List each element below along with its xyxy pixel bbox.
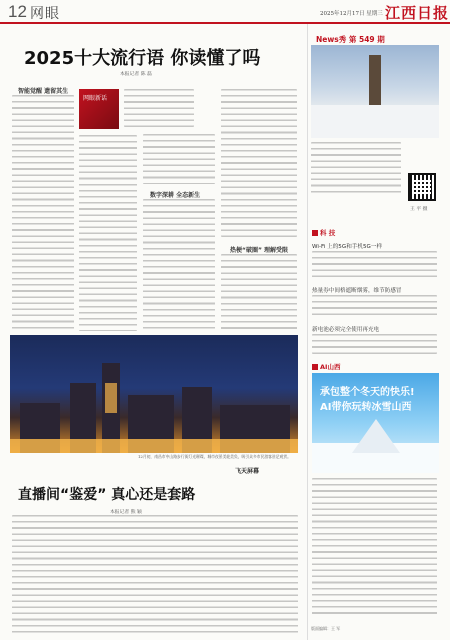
article-column-4 bbox=[221, 89, 299, 239]
page-footer: 版面编辑：王 军 bbox=[311, 626, 341, 631]
street-lights bbox=[10, 439, 298, 453]
body-text bbox=[312, 295, 437, 319]
tech-item-1-body bbox=[312, 251, 439, 281]
body-text bbox=[312, 334, 437, 354]
body-text bbox=[143, 199, 215, 331]
tech-item-2-title: 热量券中间格遮断烟雾，维节防感冒 bbox=[312, 288, 402, 294]
ice-snow-promo bbox=[312, 373, 439, 473]
article-column-3-top bbox=[143, 134, 217, 186]
main-byline: 本报记者 陈 磊 bbox=[120, 72, 152, 77]
ai-section-label: AI山西 bbox=[320, 363, 341, 371]
night-city-photo bbox=[10, 335, 298, 453]
photo-caption: 12月初，南昌市中山路步行街灯光璀璨，城市夜景美轮美奂，吸引众多市民游客驻足观赏。 bbox=[138, 454, 291, 459]
intro-text bbox=[124, 89, 196, 129]
column-badge-label: 网眼新话 bbox=[83, 95, 108, 102]
body-text bbox=[143, 134, 215, 184]
article-column-3 bbox=[143, 199, 217, 333]
body-text bbox=[312, 478, 437, 618]
qr-code-pattern bbox=[413, 178, 431, 196]
tech-section-title bbox=[312, 228, 335, 237]
page-number: 12 bbox=[8, 2, 27, 21]
snow-ground bbox=[311, 105, 439, 138]
pagoda bbox=[369, 55, 381, 105]
snow-mountain bbox=[352, 419, 400, 453]
second-article-body bbox=[12, 515, 300, 637]
tech-item-1-title: Wi-Fi 上的5G和手机5G一样 bbox=[312, 244, 383, 250]
body-text bbox=[311, 142, 401, 196]
ai-section-title bbox=[312, 362, 340, 371]
section-name: 网眼 bbox=[30, 6, 60, 22]
photo-label: 飞天屏幕 bbox=[235, 468, 260, 475]
tech-item-3-body bbox=[312, 334, 439, 356]
body-text bbox=[312, 251, 437, 279]
body-text bbox=[221, 254, 297, 331]
body-text bbox=[124, 89, 194, 127]
article-column-2 bbox=[79, 135, 139, 333]
promo-line-1: 承包整个冬天的快乐! bbox=[320, 387, 415, 398]
photo-credit: 王 平 摄 bbox=[410, 207, 428, 212]
ai-article-body bbox=[312, 478, 439, 620]
body-text bbox=[12, 515, 298, 635]
news-show-title: News秀 第 549 期 bbox=[316, 35, 385, 44]
second-headline: 直播间“鉴爱” 真心还是套路 bbox=[18, 487, 196, 503]
article-column-4-bottom bbox=[221, 254, 299, 333]
issue-date: 2025年12月17日 星期三 bbox=[320, 11, 383, 17]
subheading-3: 热梗“破圈” 理解受限 bbox=[230, 247, 288, 254]
tech-section-label: 科 技 bbox=[320, 229, 336, 237]
tech-item-2-body bbox=[312, 295, 439, 321]
qr-code-icon bbox=[408, 173, 436, 201]
tower-lights bbox=[105, 383, 117, 413]
winter-pagoda-photo bbox=[311, 45, 439, 138]
subheading-1: 智能觉醒 遗留其生 bbox=[18, 88, 69, 95]
masthead bbox=[0, 0, 450, 24]
body-text bbox=[12, 95, 74, 331]
subheading-2: 数字深耕 全态新生 bbox=[150, 192, 201, 199]
news-show-text bbox=[311, 142, 403, 198]
article-column-1 bbox=[12, 95, 76, 333]
second-byline: 本报记者 熊 颖 bbox=[110, 510, 142, 515]
body-text bbox=[221, 89, 297, 237]
section-marker-icon bbox=[312, 364, 318, 370]
newspaper-logo: 江西日报 bbox=[385, 4, 450, 22]
body-text bbox=[79, 135, 137, 331]
main-headline: 2025十大流行语 你读懂了吗 bbox=[24, 48, 261, 69]
tech-item-3-title: 新电池必须完全使用再充电 bbox=[312, 327, 380, 333]
section-marker-icon bbox=[312, 230, 318, 236]
column-badge bbox=[79, 89, 119, 129]
promo-line-2: AI带你玩转冰雪山西 bbox=[320, 402, 412, 413]
